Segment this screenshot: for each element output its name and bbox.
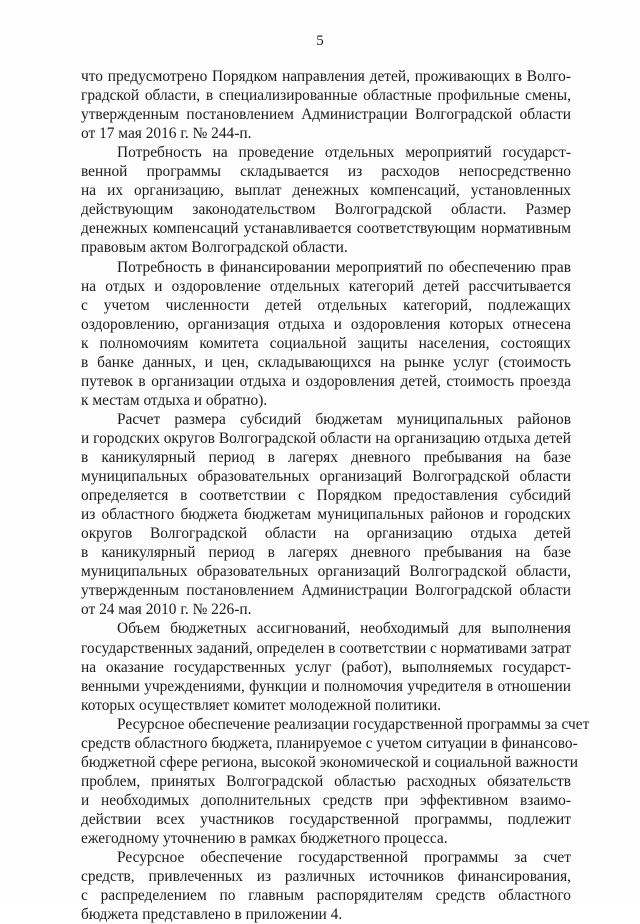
text-line: муниципальных образовательных организаций Волгоградской области,	[81, 563, 571, 581]
text-line: к полномочиям комитета социальной защиты населения, состоящих	[81, 334, 571, 352]
text-line: в каникулярный период в лагерях дневного пребывания на базе	[81, 449, 571, 466]
paragraph-first-line: Потребность на проведение отдельных мероприятий государст-	[117, 144, 571, 162]
text-line: оздоровлению, организация отдыха и оздоровления которых отнесена	[81, 315, 571, 333]
text-line: утвержденным постановлением Администрации Волгоградской области	[81, 106, 571, 124]
text-line: бюджетной сфере региона, высокой экономической и социальной важности	[81, 753, 578, 771]
paragraph-first-line: Ресурсное обеспечение реализации государственной программы за счет	[117, 715, 590, 733]
text-line: муниципальных образовательных организаций Волгоградской области	[81, 468, 571, 486]
text-line: денежных компенсаций устанавливается соответствующим нормативным	[81, 220, 571, 238]
text-line: действии всех участников государственной программы, подлежит	[81, 810, 571, 828]
paragraph-first-line: Расчет размера субсидий бюджетам муниципальных районов	[117, 410, 571, 428]
paragraph-first-line: Потребность в финансировании мероприятий по обеспечению прав	[117, 258, 571, 276]
text-line: что предусмотрено Порядком направления детей, проживающих в Волго-	[81, 68, 571, 85]
text-line: бюджета представлено в приложении 4.	[81, 906, 343, 924]
text-line: путевок в организации отдыха и оздоровления детей, стоимость проезда	[81, 372, 571, 390]
text-line: на отдых и оздоровление отдельных категорий детей рассчитывается	[81, 277, 571, 295]
paragraph-first-line: Объем бюджетных ассигнований, необходимый для выполнения	[117, 620, 571, 638]
text-line: с распределением по главным распорядителям средств областного	[81, 887, 571, 905]
text-line: в каникулярный период в лагерях дневного пребывания на базе	[81, 544, 571, 562]
text-line: в банке данных, и цен, складывающихся на рынке услуг (стоимость	[81, 353, 571, 371]
text-line: действующим законодательством Волгоградской области. Размер	[81, 201, 571, 219]
text-line: к местам отдыха и обратно).	[81, 391, 268, 409]
text-line: средств, привлеченных из различных источников финансирования,	[81, 868, 571, 886]
text-line: правовым актом Волгоградской области.	[81, 239, 348, 257]
text-line: на оказание государственных услуг (работ), выполняемых государст-	[81, 658, 571, 676]
text-line: которых осуществляет комитет молодежной политики.	[81, 696, 442, 714]
text-line: средств областного бюджета, планируемое с учетом ситуации в финансово-	[81, 734, 578, 752]
text-line: венной программы складывается из расходов непосредственно	[81, 163, 571, 181]
text-line: и городских округов Волгоградской области на организацию отдыха детей	[81, 429, 571, 447]
text-line: от 17 мая 2016 г. № 244-п.	[81, 125, 252, 143]
text-line: и необходимых дополнительных средств при эффективном взаимо-	[81, 791, 571, 809]
page-number: 5	[316, 33, 324, 49]
text-line: государственных заданий, определен в соответствии с нормативами затрат	[81, 639, 572, 657]
text-line: округов Волгоградской области на организацию отдыха детей	[81, 525, 571, 543]
text-line: проблем, принятых Волгоградской областью расходных обязательств	[81, 772, 571, 790]
text-line: от 24 мая 2010 г. № 226-п.	[81, 601, 252, 619]
text-line: на их организацию, выплат денежных компенсаций, установленных	[81, 182, 571, 200]
text-line: из областного бюджета бюджетам муниципальных районов и городских	[81, 506, 571, 524]
paragraph-first-line: Ресурсное обеспечение государственной программы за счет	[117, 849, 571, 867]
text-line: с учетом численности детей отдельных категорий, подлежащих	[81, 296, 571, 314]
text-line: определяется в соответствии с Порядком предоставления субсидий	[81, 487, 571, 505]
text-line: венными учреждениями, функции и полномочия учредителя в отношении	[81, 677, 571, 695]
text-line: утвержденным постановлением Администрации Волгоградской области	[81, 582, 571, 600]
text-line: градской области, в специализированные областные профильные смены,	[81, 87, 571, 105]
text-line: ежегодному уточнению в рамках бюджетного процесса.	[81, 830, 448, 847]
